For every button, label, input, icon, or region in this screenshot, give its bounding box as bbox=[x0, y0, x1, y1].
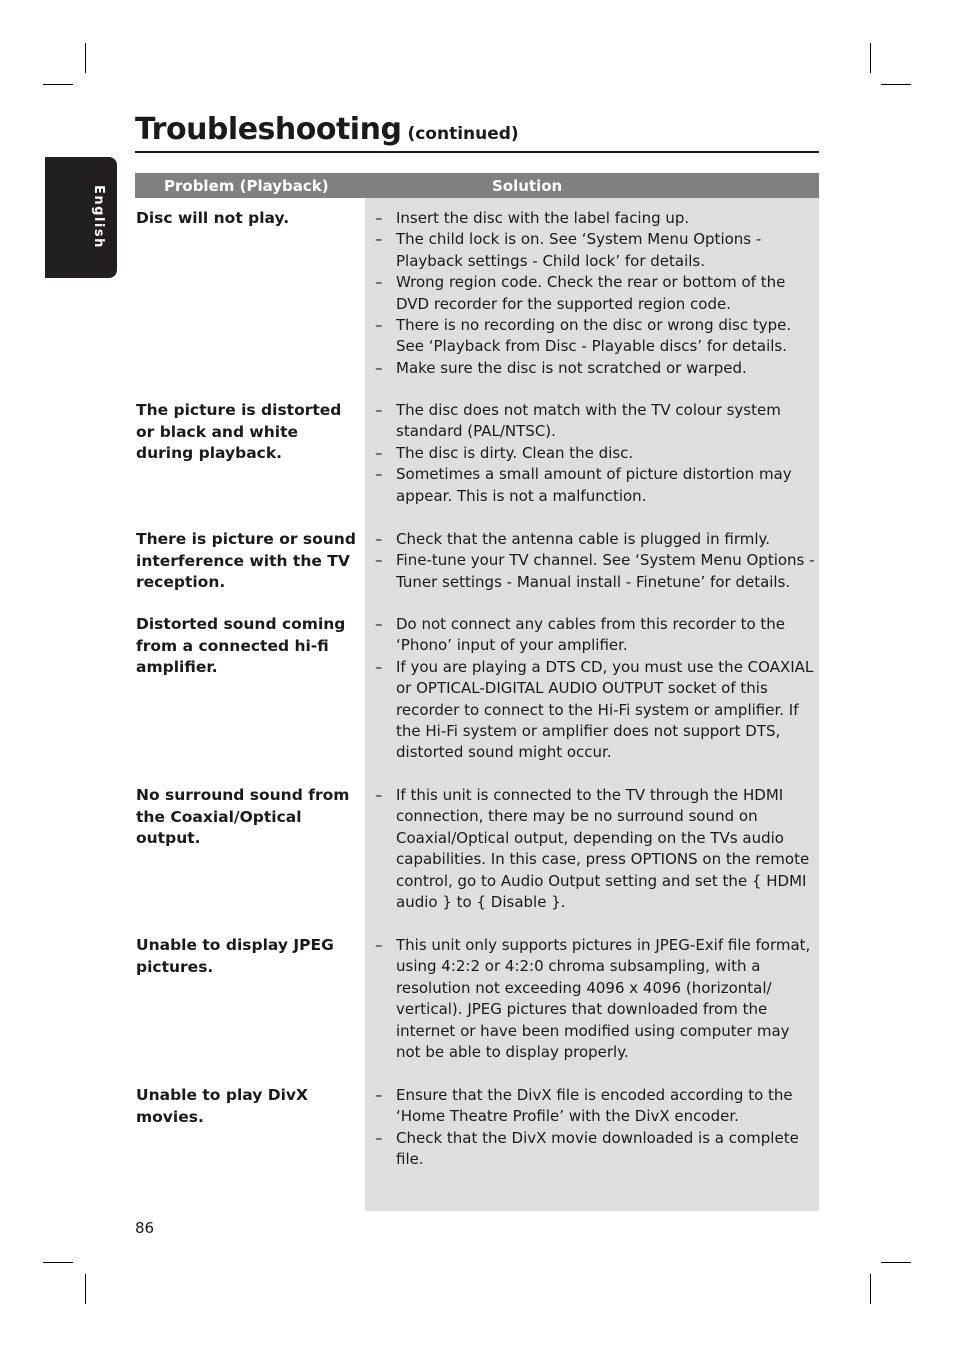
page-number: 86 bbox=[135, 1219, 155, 1237]
page-title: Troubleshooting bbox=[135, 112, 402, 147]
problem-text: Unable to play DivX movies. bbox=[136, 1086, 308, 1126]
page-header bbox=[135, 112, 819, 153]
solution-list bbox=[375, 1085, 815, 1171]
language-tab bbox=[45, 157, 117, 278]
solution-list bbox=[375, 208, 815, 379]
crop-mark bbox=[85, 43, 86, 73]
solution-item: – There is no recording on the disc or wrong disc type. See ‘Playback from Disc - Playable discs’ for details. bbox=[375, 315, 815, 358]
solution-item: – Ensure that the DivX file is encoded according to the ‘Home Theatre Profile’ with the DivX encoder. bbox=[375, 1085, 815, 1128]
problem-text: The picture is distorted or black and white during playback. bbox=[136, 401, 342, 462]
column-header-problem: Problem (Playback) bbox=[164, 177, 329, 195]
column-header-solution: Solution bbox=[492, 177, 563, 195]
crop-mark bbox=[43, 84, 73, 85]
solution-item: – The disc is dirty. Clean the disc. bbox=[375, 443, 815, 464]
solution-item: – Make sure the disc is not scratched or warped. bbox=[375, 358, 815, 379]
problem-text: Unable to display JPEG pictures. bbox=[136, 936, 334, 976]
solution-list bbox=[375, 935, 815, 1063]
crop-mark bbox=[870, 43, 871, 73]
crop-mark bbox=[881, 84, 911, 85]
problem-text: There is picture or sound interference with the TV reception. bbox=[136, 530, 356, 591]
crop-mark bbox=[43, 1262, 73, 1263]
solution-item: – Fine-tune your TV channel. See ‘System Menu Options - Tuner settings - Manual install - Finetune’ for details. bbox=[375, 550, 815, 593]
solution-item: – Check that the DivX movie downloaded is a complete file. bbox=[375, 1128, 815, 1171]
language-tab-label: English bbox=[91, 185, 106, 249]
solution-item: – Insert the disc with the label facing up. bbox=[375, 208, 815, 229]
problem-text: No surround sound from the Coaxial/Optical output. bbox=[136, 786, 350, 847]
solution-list bbox=[375, 529, 815, 593]
crop-mark bbox=[870, 1274, 871, 1304]
solution-item: – Do not connect any cables from this recorder to the ‘Phono’ input of your amplifier. bbox=[375, 614, 815, 657]
problem-text: Distorted sound coming from a connected hi-fi amplifier. bbox=[136, 615, 346, 676]
problem-text: Disc will not play. bbox=[136, 209, 290, 227]
solution-item: – If this unit is connected to the TV through the HDMI connection, there may be no surround sound on Coaxial/Optical output, depending on the TVs audio capabilities. In this case, press OPTIONS on the remote control, go to Audio Output setting and set the { HDMI audio } to { Disable }. bbox=[375, 785, 815, 913]
solution-item: – The child lock is on. See ‘System Menu Options - Playback settings - Child lock’ for details. bbox=[375, 229, 815, 272]
table-header bbox=[135, 173, 819, 198]
solution-list bbox=[375, 614, 815, 764]
crop-mark bbox=[85, 1274, 86, 1304]
solution-item: – If you are playing a DTS CD, you must use the COAXIAL or OPTICAL-DIGITAL AUDIO OUTPUT socket of this recorder to connect to the Hi-Fi system or amplifier. If the Hi-Fi system or amplifier does not support DTS, distorted sound might occur. bbox=[375, 657, 815, 764]
solution-item: – This unit only supports pictures in JPEG-Exif file format, using 4:2:2 or 4:2:0 chroma subsampling, with a resolution not exceeding 4096 x 4096 (horizontal/ vertical). JPEG pictures that downloaded from the internet or have been modified using computer may not be able to display properly. bbox=[375, 935, 815, 1063]
solution-item: – The disc does not match with the TV colour system standard (PAL/NTSC). bbox=[375, 400, 815, 443]
crop-mark bbox=[881, 1262, 911, 1263]
solution-item: – Wrong region code. Check the rear or bottom of the DVD recorder for the supported region code. bbox=[375, 272, 815, 315]
solution-item: – Sometimes a small amount of picture distortion may appear. This is not a malfunction. bbox=[375, 464, 815, 507]
page-subtitle: (continued) bbox=[407, 124, 519, 144]
solution-list bbox=[375, 400, 815, 507]
solution-list bbox=[375, 785, 815, 913]
solution-item: – Check that the antenna cable is plugged in firmly. bbox=[375, 529, 815, 550]
